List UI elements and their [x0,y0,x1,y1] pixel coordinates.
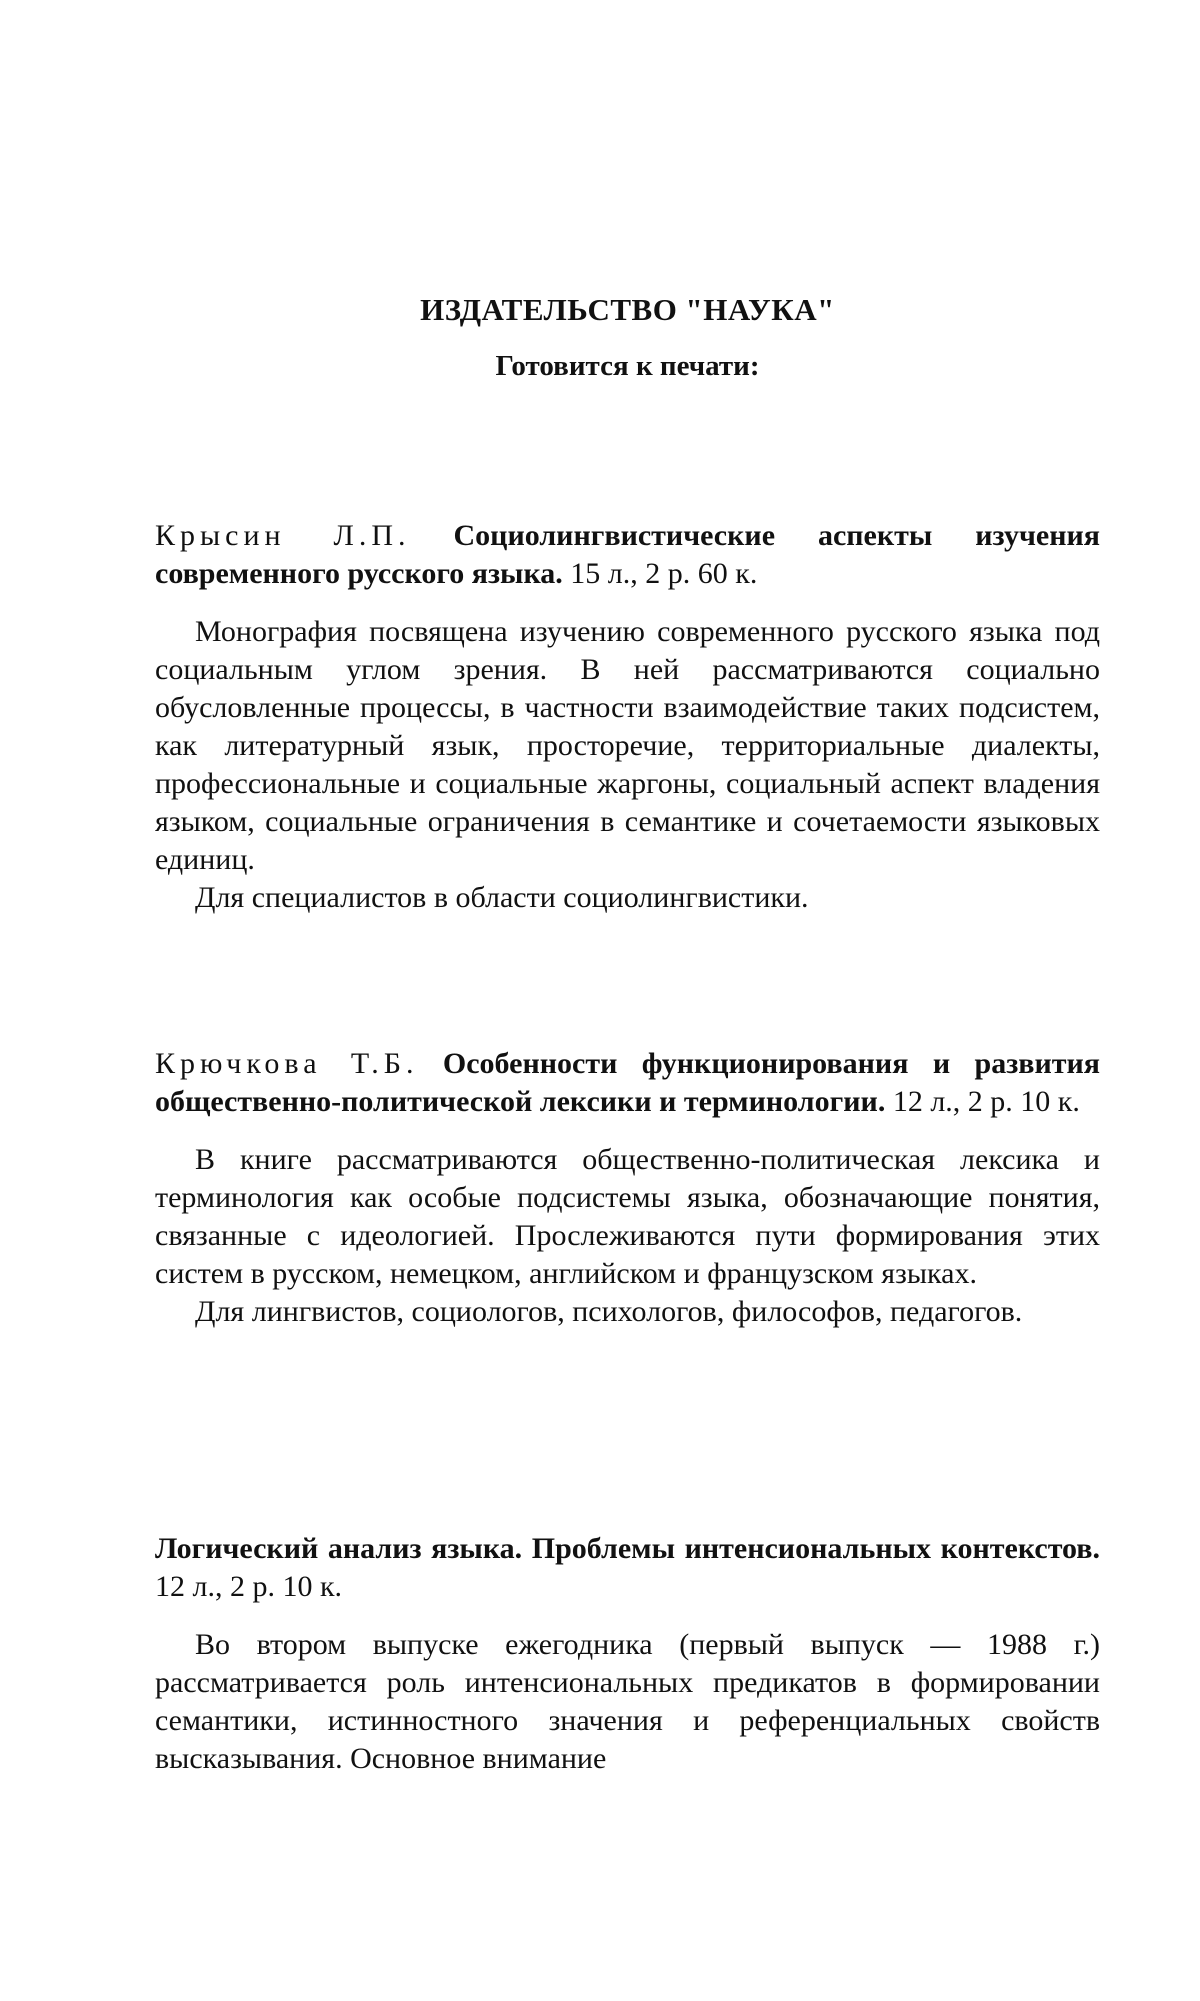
book-page [155,0,1100,2001]
book-description: Монография посвящена изучению современного русского языка под социальным углом зрения. В ней рассматриваются социально обусловленные процессы, в частности взаимодействие таких подсистем, как литературный язык, просторечие, территориальные диалекты, профессиональные и социальные жаргоны, социальный аспект владения языком, социальные ограничения в семантике и сочетаемости языковых единиц. [155,615,1100,876]
book-entry [155,1530,1100,1778]
book-details: 12 л., 2 р. 10 к. [892,1085,1080,1118]
book-description: Во втором выпуске ежегодника (первый выпуск — 1988 г.) рассматривается роль интенсиональных предикатов в формировании семантики, истинностного значения и референциальных свойств высказывания. Основное внимание [155,1628,1100,1775]
book-audience: Для лингвистов, социологов, психологов, философов, педагогов. [195,1295,1023,1328]
book-title: Особенности функционирования и развития общественно-политической лексики и терминологии. [155,1047,1100,1118]
book-audience: Для специалистов в области социолингвистики. [195,881,809,914]
book-title: Логический анализ языка. Проблемы интенсиональных контекстов. [155,1532,1100,1565]
book-citation [155,1530,1100,1606]
book-details: 12 л., 2 р. 10 к. [155,1570,343,1603]
announcement-subheading: Готовится к печати: [495,350,760,382]
book-entry [155,517,1100,917]
book-citation [155,1045,1100,1121]
book-entry [155,1045,1100,1331]
book-description: В книге рассматриваются общественно-политическая лексика и терминология как особые подсистемы языка, обозначающие понятия, связанные с идеологией. Прослеживаются пути формирования этих систем в русском, немецком, английском и французском языках. [155,1143,1100,1290]
book-details: 15 л., 2 р. 60 к. [570,557,758,590]
publisher-heading: ИЗДАТЕЛЬСТВО "НАУКА" [420,292,835,327]
book-author: Крысин Л.П. [155,519,411,552]
book-author: Крючкова Т.Б. [155,1047,419,1080]
book-title: Социолингвистические аспекты изучения современного русского языка. [155,519,1101,590]
book-citation [155,517,1100,593]
